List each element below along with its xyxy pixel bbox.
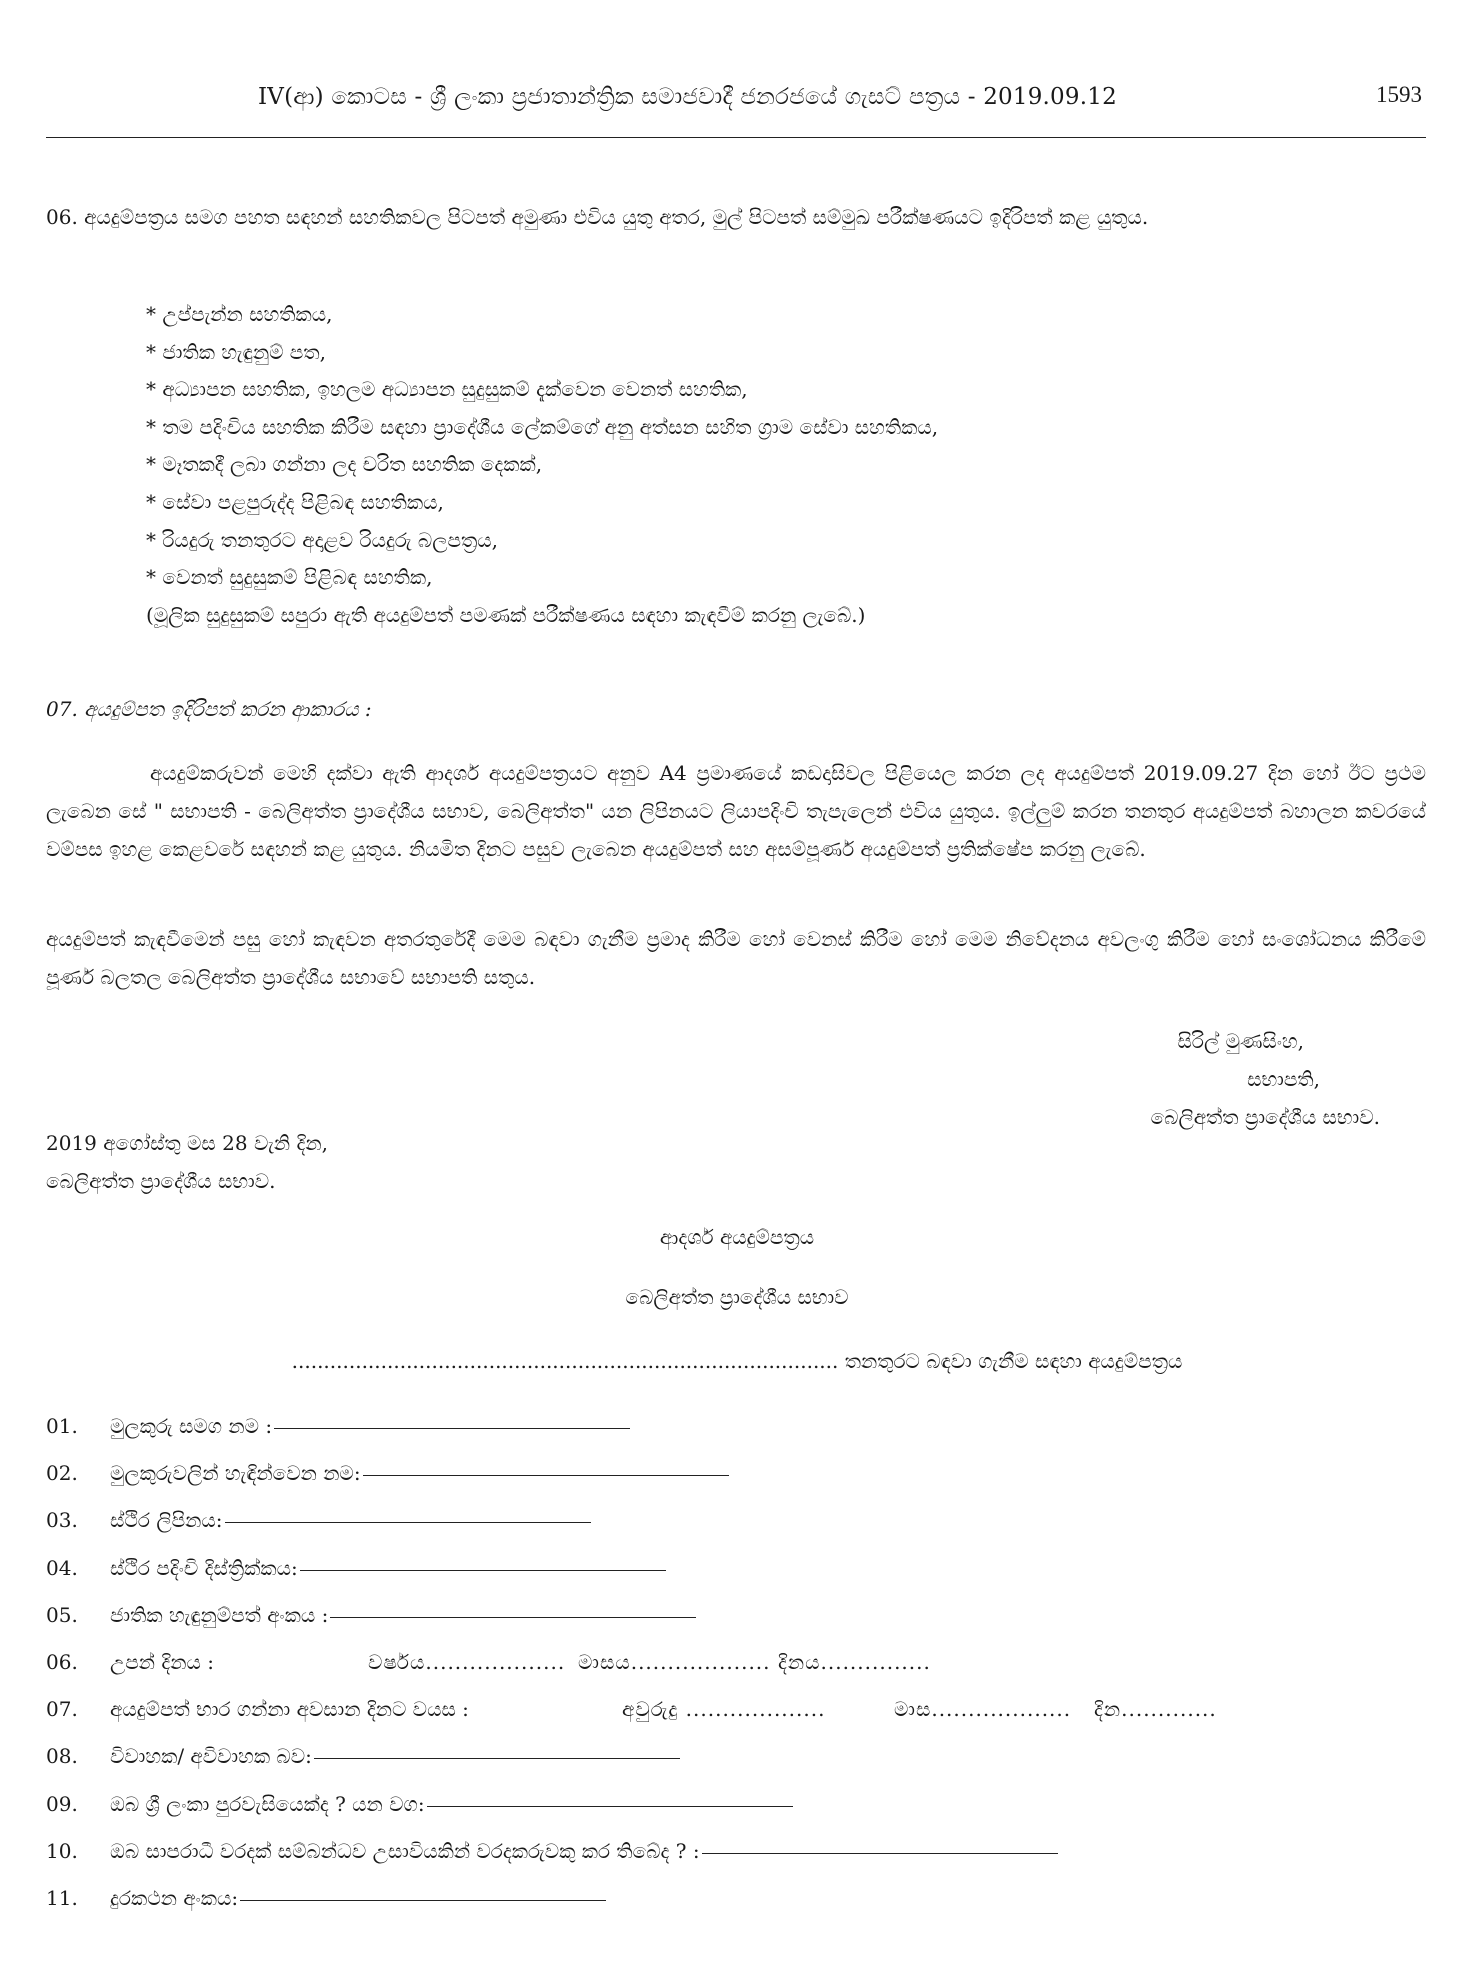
section-07-paragraph-1: අයදුම්කරුවන් මෙහි දක්වා ඇති ආදර්ශ අයදුම්පත්‍රයට අනුව A4 ප්‍රමාණයේ කඩදාසිවල පිළියෙල කරන ලද අයදුම්පත් 2019.09.27 දින හෝ ඊට ප්‍රථම ලැබෙන සේ " සභාපති - බෙලිඅත්ත ප්‍රාදේශීය සභාව, බෙලිඅත්ත" යන ලිපිනයට ලියාපදිංචි තැපැලෙන් එවිය යුතුය. ඉල්ලුම් කරන තනතුර අයදුම්පත් බහාලන කවරයේ වම්පස ඉහළ කෙළවරේ සඳහන් කළ යුතුය. නියමිත දිනට පසුව ලැබෙන අයදුම්පත් සහ අසම්පූර්ණ අයදුම්පත් ප්‍රතික්ෂේප කරනු ලැබේ. bbox=[46, 761, 1426, 861]
issue-place: බෙලිඅත්ත ප්‍රාදේශීය සභාව. bbox=[46, 1169, 276, 1193]
field-number: 09. bbox=[46, 1791, 78, 1816]
form-field-row bbox=[46, 1697, 1217, 1744]
months-blank: මාස................... bbox=[894, 1697, 1072, 1722]
application-form-fields bbox=[46, 1414, 1217, 1933]
model-form-council: බෙලිඅත්ත ප්‍රාදේශීය සභාව bbox=[625, 1285, 849, 1309]
signatory-name: සිරිල් මුණසිංහ, bbox=[1177, 1029, 1304, 1053]
list-item: * ජාතික හැඳුනුම් පත, bbox=[146, 339, 326, 364]
form-field-row bbox=[46, 1508, 1217, 1555]
field-number: 02. bbox=[46, 1461, 78, 1486]
field-number: 03. bbox=[46, 1508, 78, 1533]
position-suffix: තනතුරට බඳවා ගැනීම සඳහා අයදුම්පත්‍රය bbox=[844, 1349, 1183, 1373]
form-field-row bbox=[46, 1886, 1217, 1933]
page-number: 1593 bbox=[1376, 82, 1422, 107]
field-blank-line bbox=[702, 1839, 1058, 1854]
field-number: 04. bbox=[46, 1555, 78, 1580]
form-field-row bbox=[46, 1461, 1217, 1508]
day-blank: දිනය............... bbox=[778, 1649, 931, 1674]
year-blank: වර්ෂය................... bbox=[368, 1649, 566, 1674]
field-label: මුලකුරු සමග නම : bbox=[110, 1414, 273, 1438]
field-blank-line bbox=[300, 1556, 666, 1571]
field-label: දුරකථන අංකය: bbox=[110, 1885, 239, 1910]
month-blank: මාසය................... bbox=[578, 1649, 771, 1674]
field-label: අයදුම්පත් භාර ගන්නා අවසාන දිනට වයස : bbox=[110, 1697, 469, 1722]
signature-block bbox=[1050, 1022, 1380, 1136]
field-label: ජාතික හැඳුනුම්පත් අංකය : bbox=[110, 1602, 329, 1627]
field-number: 06. bbox=[46, 1649, 78, 1674]
field-label: ස්ථිර පදිංචි දිස්ත්‍රික්කය: bbox=[110, 1555, 298, 1580]
field-label: ඔබ ශ්‍රී ලංකා පුරවැසියෙක්ද ? යන වග: bbox=[110, 1791, 425, 1816]
model-form-position-line bbox=[0, 1349, 1474, 1373]
gazette-header-title: IV(ආ) කොටස - ශ්‍රී ලංකා ප්‍රජාතාන්ත්‍රික සමාජවාදී ජනරජයේ ගැසට් පත්‍රය - 2019.09.12 bbox=[258, 84, 1117, 110]
position-dots: ...................................................................................... bbox=[291, 1349, 839, 1373]
section-07-heading: 07. අයදුම්පත ඉදිරිපත් කරන ආකාරය : bbox=[46, 697, 372, 721]
signatory-office: බෙලිඅත්ත ප්‍රාදේශීය සභාව. bbox=[1150, 1105, 1380, 1129]
list-item: * රියදුරු තනතුරට අදාළව රියදුරු බලපත්‍රය, bbox=[146, 527, 499, 552]
field-label: උපන් දිනය : bbox=[110, 1649, 214, 1674]
form-field-row bbox=[46, 1839, 1217, 1886]
field-blank-line bbox=[274, 1414, 630, 1429]
field-blank-line bbox=[314, 1744, 680, 1759]
field-blank-line bbox=[363, 1461, 729, 1476]
form-field-row bbox=[46, 1603, 1217, 1650]
list-item: * මෑතකදී ලබා ගන්නා ලද චරිත සහතික දෙකක්, bbox=[146, 452, 543, 477]
field-label: ඔබ සාපරාධී වරදක් සම්බන්ධව උසාවියකින් වරදකරුවකු කර තිබේද ? : bbox=[110, 1838, 700, 1863]
model-form-title: ආදර්ශ අයදුම්පත්‍රය bbox=[659, 1225, 815, 1249]
list-item: * සේවා පළපුරුද්ද පිළිබඳ සහතිකය, bbox=[146, 489, 444, 514]
field-blank-line bbox=[240, 1886, 606, 1901]
form-field-row bbox=[46, 1556, 1217, 1603]
section-06-text: 06. අයදුම්පත්‍රය සමග පහත සඳහන් සහතිකවල පිටපත් අමුණා එවිය යුතු අතර, මුල් පිටපත් සම්මුඛ පරීක්ෂණයට ඉදිරිපත් කළ යුතුය. bbox=[46, 205, 1149, 229]
field-number: 08. bbox=[46, 1744, 78, 1769]
section-07-paragraph-2: අයදුම්පත් කැඳවීමෙන් පසු හෝ කැඳවන අතරතුරේදී මෙම බඳවා ගැනීම ප්‍රමාද කිරීම හෝ වෙනස් කිරීම හෝ මෙම නිවේදනය අවලංගු කිරීම හෝ සංශෝධනය කිරීමේ පූර්ණ බලතල බෙලිඅත්ත ප්‍රාදේශීය සභාවේ සභාපති සතුය. bbox=[46, 927, 1426, 989]
certificate-list bbox=[146, 296, 938, 634]
header-divider bbox=[46, 137, 1426, 138]
field-number: 07. bbox=[46, 1697, 78, 1722]
list-item: * වෙනත් සුදුසුකම් පිළිබඳ සහතික, bbox=[146, 565, 433, 590]
field-number: 01. bbox=[46, 1414, 78, 1438]
list-item: * තම පදිංචිය සහතික කිරීම සඳහා ප්‍රාදේශීය ලේකම්ගේ අනු අත්සන සහිත ග්‍රාම සේවා සහතිකය, bbox=[146, 414, 939, 439]
list-item: * උප්පැන්න සහතිකය, bbox=[146, 302, 333, 326]
date-block bbox=[46, 1124, 328, 1200]
signatory-title: සභාපති, bbox=[1247, 1067, 1320, 1091]
years-blank: අවුරුදු ................... bbox=[622, 1697, 826, 1722]
list-note: (මූලික සුදුසුකම් සපුරා ඇති අයදුම්පත් පමණක් පරීක්ෂණය සඳහා කැඳවීම් කරනු ලැබේ.) bbox=[146, 602, 866, 627]
issue-date: 2019 අගෝස්තු මස 28 වැනි දින, bbox=[46, 1131, 329, 1155]
form-field-row bbox=[46, 1744, 1217, 1791]
field-label: ස්ථිර ලිපිනය: bbox=[110, 1508, 223, 1533]
field-blank-line bbox=[225, 1508, 591, 1523]
field-label: විවාහක/ අවිවාහක බව: bbox=[110, 1744, 312, 1769]
form-field-row bbox=[46, 1414, 1217, 1461]
field-label: මුලකුරුවලින් හැඳින්වෙන නම: bbox=[110, 1461, 361, 1486]
form-field-row bbox=[46, 1650, 1217, 1697]
field-number: 05. bbox=[46, 1602, 78, 1627]
days-blank: දින............. bbox=[1094, 1697, 1217, 1722]
list-item: * අධ්‍යාපන සහතික, ඉහලම අධ්‍යාපන සුදුසුකම් දැක්වෙන වෙනත් සහතික, bbox=[146, 377, 748, 402]
field-blank-line bbox=[427, 1792, 793, 1807]
field-number: 11. bbox=[46, 1885, 78, 1910]
form-field-row bbox=[46, 1792, 1217, 1839]
field-blank-line bbox=[330, 1603, 696, 1618]
field-number: 10. bbox=[46, 1838, 78, 1863]
